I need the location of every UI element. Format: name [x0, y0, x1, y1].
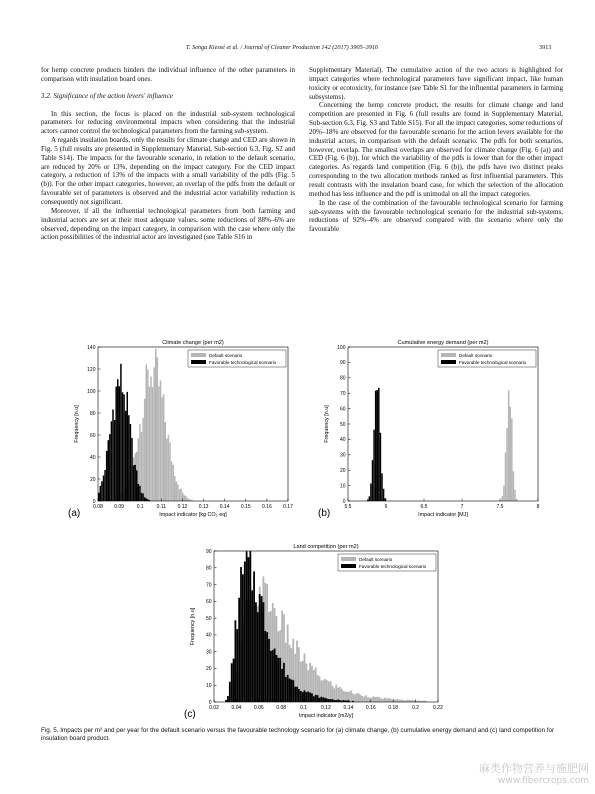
histogram-bar	[171, 461, 173, 501]
histogram-bar	[304, 690, 306, 702]
x-tick-label: 0.13	[198, 504, 209, 510]
histogram-bar	[180, 489, 182, 501]
histogram-bar	[144, 399, 146, 501]
panel-label: (b)	[318, 508, 331, 519]
journal-header: T. Senga Kiessé et al. / Journal of Cleaner Production 142 (2017) 3905–3916	[186, 44, 379, 51]
histogram-bar	[142, 418, 144, 501]
histogram-bar	[317, 695, 319, 702]
histogram-bar	[386, 698, 388, 702]
x-tick-label: 0.17	[283, 504, 293, 510]
histogram-bar	[174, 476, 176, 501]
histogram-bar	[134, 465, 136, 501]
histogram-bar	[112, 410, 114, 502]
legend-label-favourable: Favorable technological scenario	[359, 564, 427, 569]
histogram-bar	[324, 698, 326, 702]
y-tick-label: 10	[339, 483, 346, 490]
histogram-bar	[104, 470, 106, 501]
histogram-bar	[503, 486, 505, 501]
histogram-bar	[322, 697, 324, 702]
x-tick-label: 0.22	[433, 705, 443, 711]
histogram-bar	[370, 484, 372, 501]
legend-swatch-default	[441, 353, 456, 357]
histogram-bar	[111, 421, 113, 501]
histogram-bar	[236, 629, 238, 702]
histogram-bar	[391, 699, 393, 702]
histogram-bar	[163, 394, 165, 501]
histogram-bar	[141, 493, 143, 501]
legend-label-default: Default scenario	[359, 557, 393, 562]
y-tick-label: 90	[339, 360, 346, 367]
histogram-bar	[345, 692, 347, 702]
histogram-bar	[326, 699, 328, 702]
legend-label-favourable: Favorable technological scenario	[209, 360, 277, 365]
histogram-bar	[157, 357, 159, 501]
x-tick-label: 0.08	[93, 504, 103, 510]
histogram-bar	[393, 700, 395, 702]
x-tick-label: 0.1	[300, 705, 308, 711]
paragraph: In this section, the focus is placed on the industrial sub-system technological parameters for reducing environmental impacts when considering that the industrial actors cannot control the technological parameters from the farming sub-system.	[41, 109, 295, 136]
histogram-bar	[332, 699, 334, 702]
chart-title: Climate change (per m2)	[162, 340, 224, 346]
histogram-bar	[513, 471, 515, 501]
legend-label-favourable: Favorable technological scenario	[459, 360, 527, 365]
x-tick-label: 0.12	[177, 504, 188, 510]
x-tick-label: 7.5	[496, 504, 504, 510]
histogram-bar	[277, 658, 279, 702]
x-axis-label: Impact indicator [MJ]	[418, 512, 468, 518]
histogram-bar	[294, 687, 296, 702]
histogram-bar	[130, 424, 132, 501]
histogram-bar	[242, 574, 244, 702]
histogram-bar	[184, 495, 186, 501]
histogram-bar	[502, 496, 504, 501]
y-tick-label: 70	[339, 391, 346, 397]
histogram-bar	[399, 700, 401, 702]
y-axis-label: Frequency [n.u]	[190, 607, 196, 646]
histogram-bar	[330, 699, 332, 702]
x-tick-label: 0.14	[219, 504, 230, 510]
y-tick-label: 60	[89, 432, 96, 439]
left-column	[41, 66, 295, 242]
histogram-bar	[270, 651, 272, 702]
histogram-bar	[350, 691, 352, 702]
histogram-bar	[264, 631, 266, 702]
histogram-bar	[240, 567, 242, 702]
x-tick-label: 0.04	[231, 705, 242, 711]
histogram-bar	[152, 387, 154, 501]
x-tick-label: 0.16	[262, 504, 272, 510]
legend-swatch-default	[191, 353, 206, 357]
section-title: 3.2. Significance of the action levers' influence	[41, 91, 173, 100]
histogram-bar	[168, 435, 170, 501]
histogram-bar	[319, 698, 321, 702]
histogram-bar	[380, 698, 382, 702]
histogram-bar	[339, 687, 341, 702]
histogram-bar	[360, 695, 362, 702]
y-tick-label: 10	[205, 683, 212, 690]
histogram-bar	[320, 697, 322, 702]
histogram-bar	[103, 476, 105, 501]
histogram-bar	[142, 493, 144, 501]
histogram-bar	[369, 496, 371, 501]
histogram-bar	[150, 377, 152, 501]
y-tick-label: 50	[205, 615, 212, 622]
histogram-bar	[395, 699, 397, 702]
histogram-bar	[261, 596, 263, 702]
histogram-bar	[384, 498, 386, 501]
histogram-bar	[300, 691, 302, 702]
histogram-bar	[376, 697, 378, 702]
histogram-bar	[375, 697, 377, 702]
histogram-bar	[373, 430, 375, 501]
histogram-bar	[136, 470, 138, 501]
legend-swatch-favourable	[441, 360, 456, 364]
y-tick-label: 60	[339, 406, 346, 413]
panel-label: (a)	[68, 508, 81, 519]
histogram-bar	[516, 499, 518, 501]
y-tick-label: 100	[337, 344, 346, 351]
histogram-bar	[274, 649, 276, 702]
histogram-bar	[255, 602, 257, 702]
histogram-bar	[508, 390, 510, 501]
histogram-bar	[185, 496, 187, 501]
x-tick-label: 0.09	[114, 504, 124, 510]
histogram-bar	[268, 639, 270, 702]
histogram-bar	[305, 692, 307, 702]
histogram-bar	[289, 679, 291, 702]
histogram-bar	[153, 367, 155, 501]
histogram-bar	[272, 650, 274, 702]
x-tick-label: 8	[536, 504, 540, 510]
page-number: 3913	[539, 44, 552, 51]
histogram-bar	[108, 440, 110, 501]
x-tick-label: 5.5	[344, 504, 352, 510]
histogram-bar	[229, 682, 231, 702]
histogram-bar	[354, 694, 356, 702]
histogram-bar	[248, 557, 250, 702]
histogram-bar	[177, 484, 179, 501]
legend-label-default: Default scenario	[209, 353, 243, 358]
histogram-bar	[169, 443, 171, 501]
x-tick-label: 0.16	[365, 705, 376, 711]
histogram-bar	[187, 498, 189, 501]
y-tick-label: 20	[205, 666, 212, 673]
histogram-bar	[348, 691, 350, 702]
histogram-bar	[372, 460, 374, 501]
watermark	[479, 760, 589, 786]
histogram-bar	[335, 685, 337, 702]
histogram-bar	[514, 490, 516, 501]
legend-swatch-favourable	[191, 360, 206, 364]
histogram-bar	[506, 428, 508, 501]
histogram-bar	[406, 700, 408, 702]
histogram-bar	[246, 551, 248, 702]
histogram-bar	[383, 489, 385, 501]
histogram-bar	[276, 655, 278, 702]
histogram-bar	[100, 486, 102, 501]
x-tick-label: 0.08	[276, 705, 287, 711]
paragraph: for hemp concrete products hinders the individual influence of the other parameters in comparison with insulation board ones.	[41, 66, 295, 83]
histogram-bar	[380, 433, 382, 501]
chart-panel	[184, 544, 443, 720]
y-axis-label: Frequency [n.u]	[74, 405, 80, 443]
histogram-bar	[315, 695, 317, 702]
histogram-bar	[388, 698, 390, 702]
histogram-bar	[166, 439, 168, 501]
y-tick-label: 50	[339, 421, 346, 428]
histogram-bar	[337, 700, 339, 702]
histogram-bar	[505, 452, 507, 501]
histogram-bar	[117, 379, 119, 501]
legend-swatch-default	[341, 557, 356, 561]
histogram-bar	[144, 497, 146, 501]
y-tick-label: 60	[205, 599, 212, 606]
histogram-bar	[510, 407, 512, 501]
histogram-bar	[259, 594, 261, 702]
histogram-bar	[279, 658, 281, 702]
panel-label: (c)	[184, 709, 196, 720]
histogram-bar	[109, 434, 111, 501]
histogram-bar	[146, 364, 148, 501]
histogram-bar	[128, 415, 130, 501]
y-tick-label: 40	[339, 437, 346, 444]
histogram-bar	[125, 411, 127, 501]
histogram-bar	[141, 432, 143, 501]
paragraph: Concerning the hemp concrete product, the results for climate change and land competition are presented in Fig. 6 (full results are found in Supplementary Material, Sub-section 6.3, Fig. S3 and Table S15). For all the impact categories, some reductions of 20%–18% are observed for the favourable scenario for the action levers available for the industrial actors, in comparison with the default scenario. The pdfs for both scenarios, however, overlap. The smallest overlaps are observed for climate change (Fig. 6 (a)) and CED (Fig. 6 (b)), for which the variability of the pdfs is lower than for the other impact categories. As regards land competition (Fig. 6 (b)), the pdfs have two distinct peaks corresponding to the two allocation methods ranked as first influential parameters. This result contrasts with the insulation board case, for which the selection of the allocation method has less influence and the pdf is unimodal on all the impact categories.	[309, 101, 563, 198]
histogram-bar	[225, 700, 227, 702]
y-tick-label: 80	[89, 410, 96, 417]
histogram-bar	[363, 697, 365, 702]
histogram-bar	[341, 689, 343, 702]
y-tick-label: 30	[205, 649, 212, 656]
histogram-bar	[251, 590, 253, 702]
histogram-bar	[352, 693, 354, 702]
paragraph: Supplementary Material). The cumulative action of the two actors is highlighted for impact categories where technological parameters have significant impact, like human toxicity or ecotoxicity, for instance (see Table S1 for the influential parameters in farming subsystems).	[309, 66, 563, 101]
y-tick-label: 40	[205, 632, 212, 639]
histogram-bar	[127, 392, 129, 501]
histogram-bar	[131, 438, 133, 501]
histogram-bar	[146, 498, 148, 501]
histogram-bar	[122, 392, 124, 501]
chart-title: Cumulative energy demand (per m2)	[397, 340, 489, 346]
histogram-bar	[373, 696, 375, 702]
histogram-bar	[296, 687, 298, 702]
histogram-bar	[115, 387, 117, 501]
y-tick-label: 70	[205, 582, 212, 589]
histogram-bar	[328, 681, 330, 702]
x-tick-label: 0.11	[156, 504, 167, 510]
x-tick-label: 0.15	[240, 504, 251, 510]
x-tick-label: 0.06	[253, 705, 264, 711]
x-tick-label: 0.02	[209, 705, 219, 711]
histogram-bar	[511, 418, 512, 501]
histogram-bar	[291, 680, 293, 702]
x-tick-label: 0.1	[136, 504, 144, 510]
histogram-bar	[233, 659, 235, 702]
histogram-bar	[328, 699, 330, 702]
histogram-bar	[257, 612, 259, 702]
histogram-bar	[307, 692, 309, 702]
histogram-bar	[120, 364, 122, 501]
histogram-bar	[138, 484, 140, 501]
histogram-bar	[149, 387, 151, 501]
histogram-bar	[369, 698, 371, 702]
y-tick-label: 90	[205, 548, 212, 555]
y-tick-label: 140	[87, 344, 96, 351]
y-tick-label: 0	[92, 498, 96, 505]
histogram-bar	[292, 680, 294, 702]
histogram-bar	[155, 349, 157, 501]
chart-panel	[318, 340, 540, 519]
y-tick-label: 20	[339, 468, 346, 474]
histogram-bar	[389, 698, 391, 702]
histogram-bar	[253, 571, 255, 702]
histogram-bar	[285, 677, 287, 702]
x-tick-label: 0.14	[343, 705, 354, 711]
legend-label-default: Default scenario	[459, 353, 493, 358]
histogram-bar	[106, 451, 108, 501]
histogram-bar	[281, 669, 283, 702]
histogram-bar	[311, 693, 313, 702]
x-axis-label: Impact indicator [kg CO₂ eq]	[159, 512, 227, 518]
histogram-bar	[382, 699, 384, 702]
x-tick-label: 0.12	[321, 705, 331, 711]
y-axis-label: Frequency [n.u]	[324, 405, 330, 443]
watermark-line: 麻类作物营养与施肥网	[479, 762, 589, 775]
histogram-bar	[238, 598, 240, 702]
histogram-bar	[365, 695, 367, 702]
histogram-bar	[160, 380, 162, 501]
histogram-bar	[367, 697, 369, 702]
right-column	[309, 66, 563, 234]
histogram-bar	[147, 369, 149, 501]
histogram-bar	[384, 698, 386, 702]
histogram-bar	[358, 693, 360, 702]
histogram-bar	[313, 696, 315, 702]
y-tick-label: 80	[339, 375, 346, 382]
histogram-bar	[227, 696, 229, 702]
histogram-bar	[244, 562, 246, 703]
histogram-bar	[165, 422, 167, 501]
histogram-bar	[287, 675, 289, 702]
x-tick-label: 7	[460, 504, 464, 510]
y-tick-label: 100	[87, 388, 96, 395]
histogram-bar	[263, 602, 265, 702]
histogram-bar	[401, 700, 403, 703]
histogram-bar	[309, 693, 311, 702]
y-tick-label: 120	[87, 366, 96, 373]
y-tick-label: 20	[89, 476, 96, 483]
histogram-bar	[397, 699, 399, 702]
watermark-line: www.fibercrops.com	[498, 776, 589, 786]
y-tick-label: 0	[342, 498, 346, 505]
paragraph: In the case of the combination of the favourable technological scenario for farming sub-systems with the favourable technological scenario for the industrial sub-systems, reductions of 92%–4% are observed compared with the scenario where only the favourable	[309, 198, 563, 234]
histogram-bar	[371, 698, 373, 702]
y-tick-label: 40	[89, 454, 96, 461]
histogram-bar	[161, 397, 163, 501]
histogram-bar	[114, 420, 116, 501]
histogram-bar	[266, 632, 268, 702]
histogram-bar	[158, 386, 160, 501]
histogram-bar	[101, 481, 103, 501]
histogram-bar	[133, 465, 135, 501]
histogram-bar	[375, 391, 377, 501]
histogram-bar	[283, 663, 285, 702]
figure-5	[0, 330, 595, 730]
x-tick-label: 0.2	[412, 705, 420, 711]
paragraph: Moreover, if all the influential technological parameters from both farming and industrial actors are set at their most adequate values, some reductions of 88%–6% are observed, depending on the impact category, in comparison with the case where only the action possibilities of the industrial actor are investigated (see Table S16 in	[41, 206, 295, 242]
histogram-bar	[179, 489, 181, 501]
histogram-bar	[298, 689, 300, 702]
histogram-bar	[119, 386, 121, 501]
histogram-bar	[356, 693, 358, 702]
histogram-bar	[333, 688, 335, 702]
paragraph: A regards insulation boards, only the results for climate change and CED are shown in Fig. 5 (full results are presented in Supplementary Material, Sub-section 6.3, Fig. S2 and Table S14). The impacts for the favourable scenario, in relation to the default scenario, are reduced by 20% or 13%, depending on the impact category. For the CED impact category, a reduction of 13% of the impacts with a small variability of the pdfs (Fig. 5 (b)). For the other impact categories, however, an overlap of the pdfs from the default or favourable set of parameters is observed and the industrial actor variability reduction is consequently not significant.	[41, 136, 295, 206]
histogram-bar	[381, 473, 383, 501]
chart-title: Land competition (per m2)	[293, 544, 359, 550]
chart-panel	[68, 340, 293, 519]
y-tick-label: 0	[208, 699, 212, 706]
histogram-bar	[231, 663, 233, 702]
histogram-bar	[330, 681, 332, 702]
histogram-bar	[378, 697, 380, 702]
y-tick-label: 30	[339, 452, 346, 459]
figure-caption: Fig. 5. Impacts per m² and per year for the default scenario versus the favourable technology scenario for (a) climate change, (b) cumulative energy demand and (c) land competition for insulation board product.	[41, 727, 555, 743]
histogram-bar	[172, 465, 174, 501]
histogram-bar	[235, 620, 237, 702]
histogram-bar	[408, 700, 410, 702]
histogram-bar	[249, 551, 251, 702]
histogram-bar	[176, 481, 178, 501]
x-tick-label: 6	[384, 504, 388, 510]
histogram-bar	[378, 388, 380, 501]
x-tick-label: 0.18	[388, 705, 399, 711]
histogram-bar	[123, 394, 125, 501]
x-tick-label: 6.5	[420, 504, 428, 510]
histogram-bar	[302, 692, 304, 702]
legend-swatch-favourable	[341, 564, 356, 568]
histogram-bar	[361, 696, 363, 702]
histogram-bar	[377, 390, 379, 501]
x-axis-label: Impact indicator [m2/y]	[298, 713, 354, 719]
y-tick-label: 80	[205, 565, 212, 572]
